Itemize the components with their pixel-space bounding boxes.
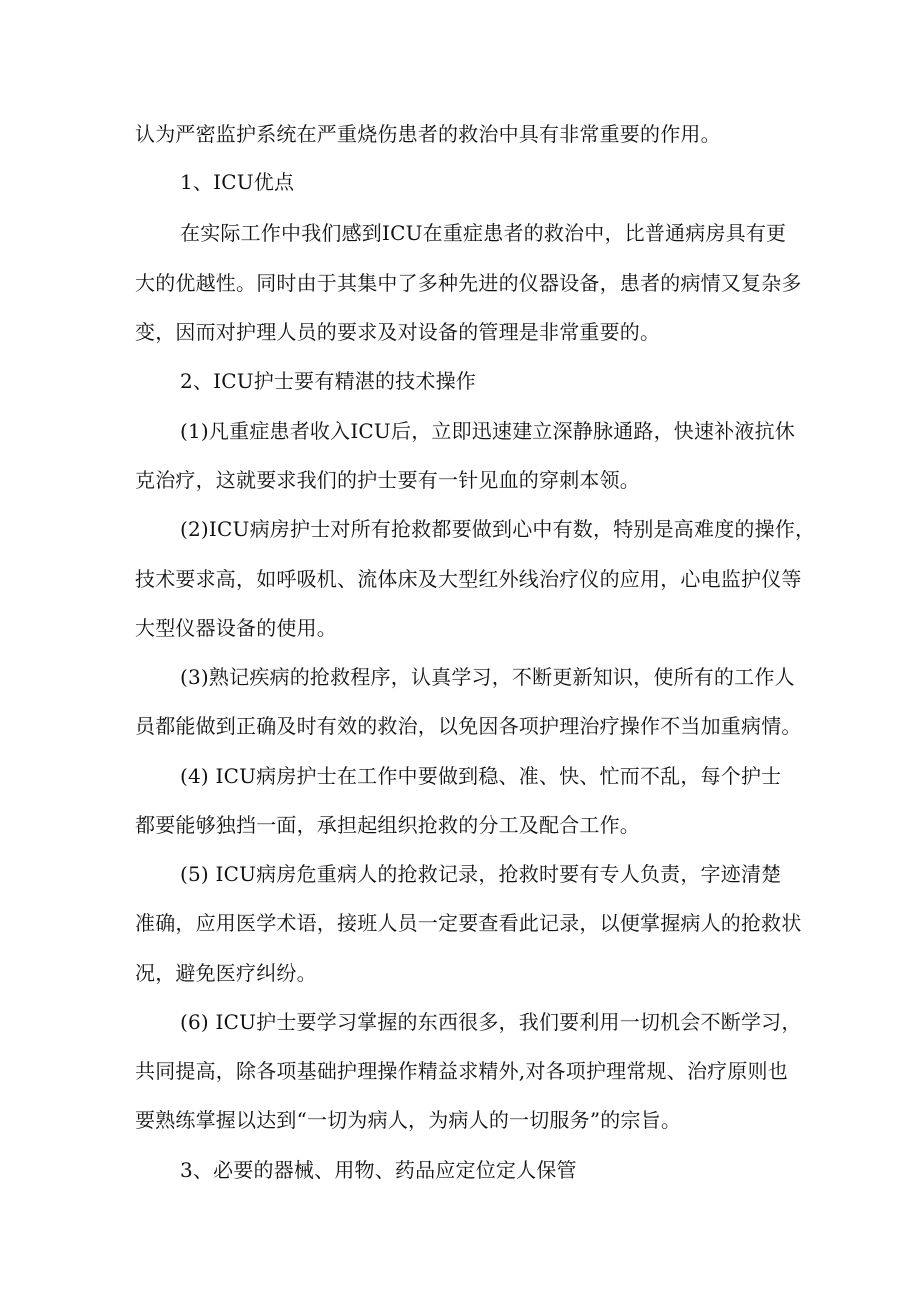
paragraph-line: 大的优越性。同时由于其集中了多种先进的仪器设备，患者的病情又复杂多	[135, 271, 802, 295]
paragraph-line: 要熟练掌握以达到“一切为病人，为病人的一切服务”的宗旨。	[135, 1108, 682, 1132]
paragraph-line: (6) ICU护士要学习掌握的东西很多，我们要利用一切机会不断学习，	[180, 1010, 802, 1034]
paragraph-line: 克治疗，这就要求我们的护士要有一针见血的穿刺本领。	[135, 468, 640, 492]
paragraph-line: 认为严密监护系统在严重烧伤患者的救治中具有非常重要的作用。	[135, 122, 721, 146]
paragraph-line: 在实际工作中我们感到ICU在重症患者的救治中，比普通病房具有更	[180, 221, 787, 245]
paragraph-line: 共同提高，除各项基础护理操作精益求精外,对各项护理常规、治疗原则也	[135, 1059, 788, 1083]
paragraph-line: (3)熟记疾病的抢救程序，认真学习，不断更新知识，使所有的工作人	[180, 665, 795, 689]
paragraph-line: (2)ICU病房护士对所有抢救都要做到心中有数，特别是高难度的操作，	[180, 517, 816, 541]
section-heading: 1、ICU优点	[180, 170, 295, 194]
paragraph-line: 变，因而对护理人员的要求及对设备的管理是非常重要的。	[135, 320, 661, 344]
paragraph-line: 都要能够独挡一面，承担起组织抢救的分工及配合工作。	[135, 813, 640, 837]
section-heading: 3、必要的器械、用物、药品应定位定人保管	[180, 1158, 577, 1182]
paragraph-line: 技术要求高，如呼吸机、流体床及大型红外线治疗仪的应用，心电监护仪等	[135, 567, 802, 591]
paragraph-line: (4) ICU病房护士在工作中要做到稳、准、快、忙而不乱，每个护士	[180, 764, 782, 788]
section-heading: 2、ICU护士要有精湛的技术操作	[180, 369, 476, 393]
paragraph-line: 大型仪器设备的使用。	[135, 616, 337, 640]
paragraph-line: 况，避免医疗纠纷。	[135, 961, 317, 985]
paragraph-line: (5) ICU病房危重病人的抢救记录，抢救时要有专人负责，字迹清楚	[180, 862, 782, 886]
paragraph-line: 准确，应用医学术语，接班人员一定要查看此记录，以便掌握病人的抢救状	[135, 911, 802, 935]
paragraph-line: 员都能做到正确及时有效的救治，以免因各项护理治疗操作不当加重病情。	[135, 714, 802, 738]
paragraph-line: (1)凡重症患者收入ICU后，立即迅速建立深静脉通路，快速补液抗休	[180, 419, 795, 443]
